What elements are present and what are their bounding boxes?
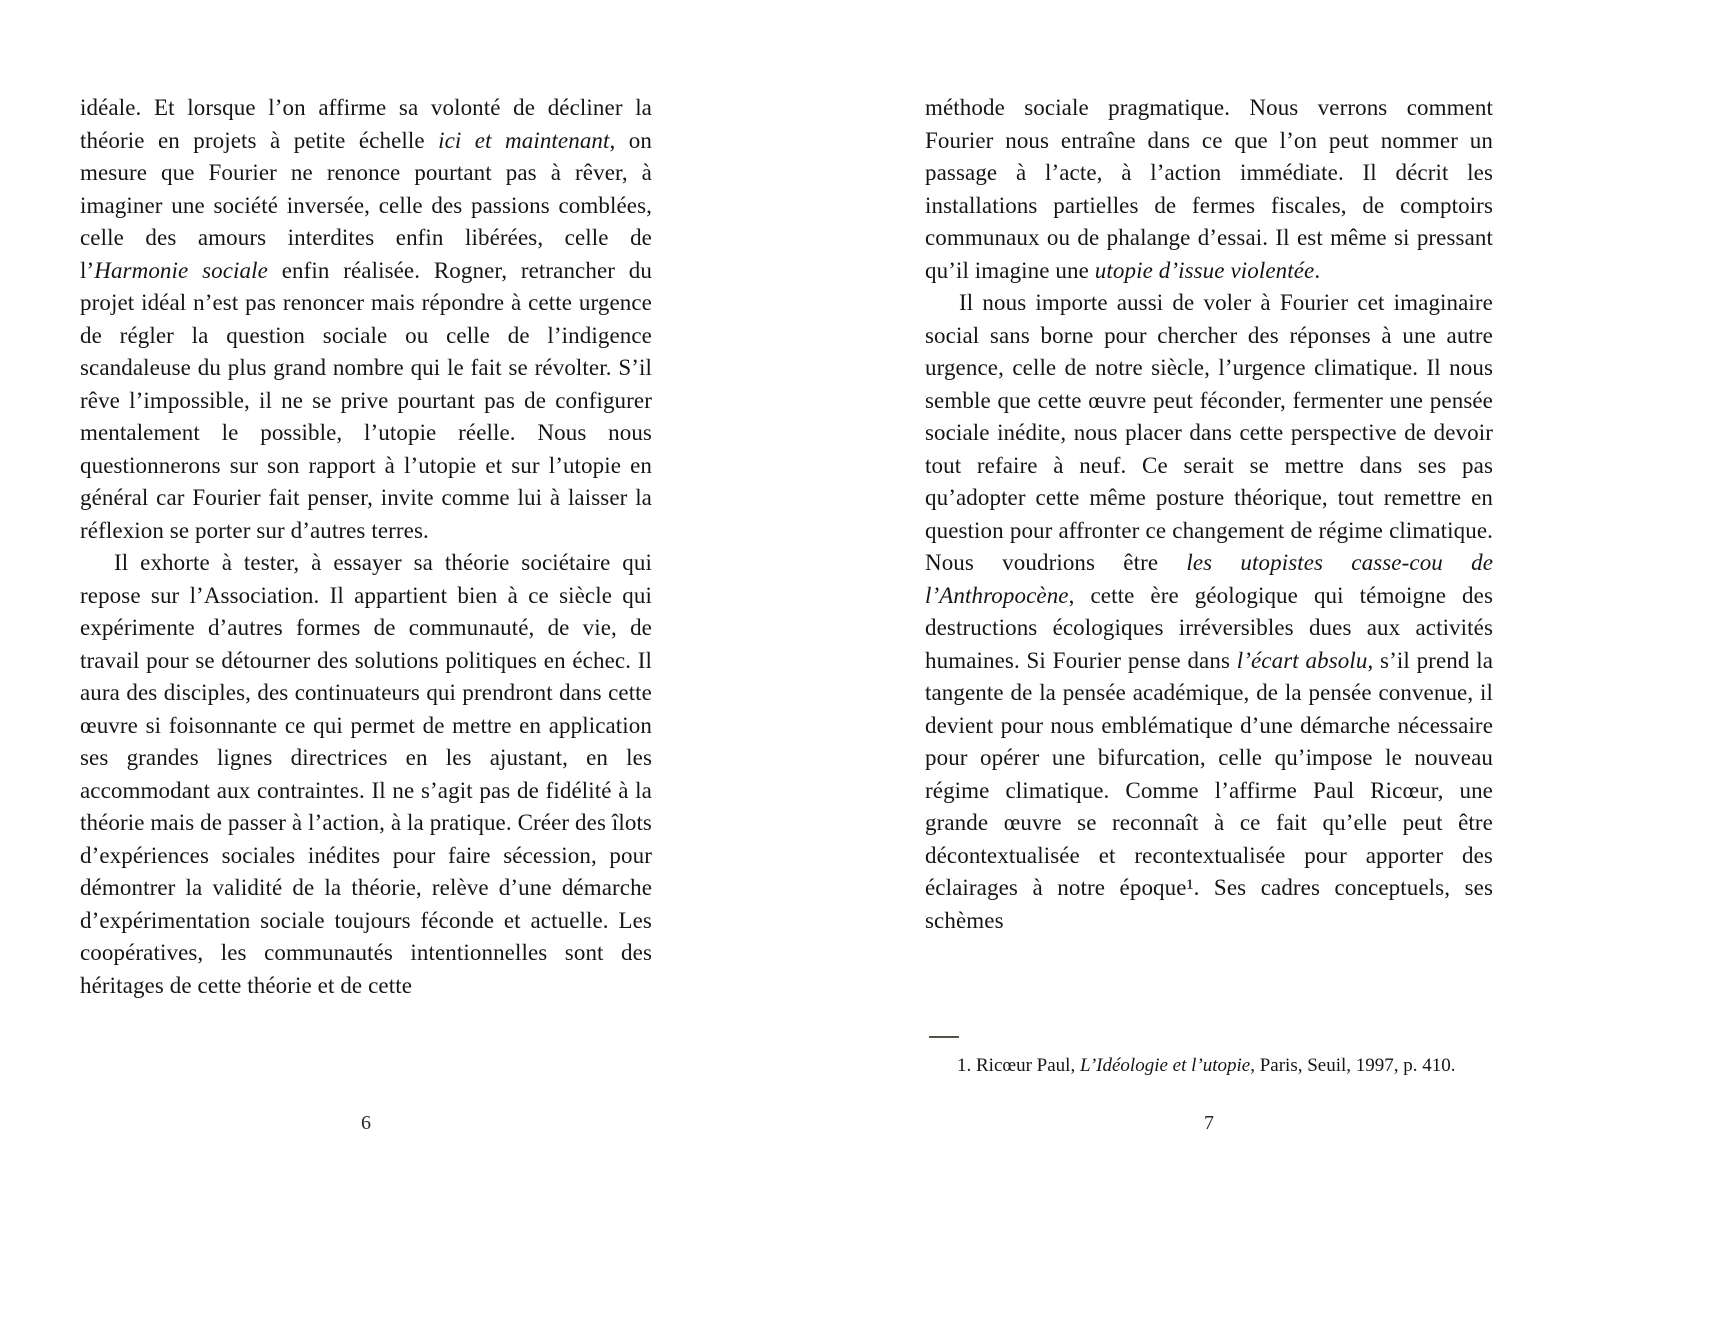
footnote-separator bbox=[929, 1036, 959, 1038]
italic-span: l’écart absolu bbox=[1236, 647, 1368, 673]
page-number-right: 7 bbox=[1204, 1112, 1214, 1134]
text-span: Il nous importe aussi de voler à Fourier cet imaginaire social sans borne pour chercher des réponses à une autre urgence, celle de notre siècle, l’urgence climatique. Il nous semble que cette œuvre peut féconder, fermenter une pensée sociale inédite, nous placer dans cette perspective de devoir tout refaire à neuf. Ce serait se mettre dans ses pas qu’adopter cette même posture théorique, tout remettre en question pour affronter ce changement de régime climatique. Nous voudrions être bbox=[925, 290, 1493, 575]
text-span: , s’il prend la tangente de la pensée académique, de la pensée convenue, il devient pour nous emblématique d’une démarche nécessaire pour opérer une bifurcation, celle qu’impose le nouveau régime climatique. Comme l’affirme Paul Ricœur, une grande œuvre se reconnaît à ce fait qu’elle peut être décontextualisée et recontextualisée pour apporter des éclairages à notre époque¹. Ses cadres conceptuels, ses schèmes bbox=[925, 647, 1493, 933]
italic-span: L’Idéologie et l’utopie bbox=[1079, 1055, 1251, 1076]
text-span: méthode sociale pragmatique. Nous verrons comment Fourier nous entraîne dans ce que l’on peut nommer un passage à l’acte, à l’action immédiate. Il décrit les installations partielles de fermes fiscales, de comptoirs communaux ou de phalange d’essai. Il est même si pressant qu’il imagine une bbox=[925, 95, 1493, 283]
italic-span: les utopistes casse-cou de l’Anthropocène bbox=[925, 550, 1494, 608]
page-number-left: 6 bbox=[361, 1112, 371, 1134]
italic-span: ici et maintenant bbox=[438, 127, 610, 153]
left-page-text bbox=[80, 92, 652, 1002]
right-page-text bbox=[925, 92, 1493, 937]
footnote-area bbox=[925, 1036, 1493, 1079]
paragraph bbox=[925, 1053, 1493, 1079]
text-span: enfin réalisée. Rogner, retrancher du projet idéal n’est pas renoncer mais répondre à cette urgence de régler la question sociale ou celle de l’indigence scandaleuse du plus grand nombre qui le fait se révolter. S’il rêve l’impossible, il ne se prive pourtant pas de configurer mentalement le possible, l’utopie réelle. Nous nous questionnerons sur son rapport à l’utopie et sur l’utopie en général car Fourier fait penser, invite comme lui à laisser la réflexion se porter sur d’autres terres. bbox=[80, 257, 652, 543]
italic-span: Harmonie sociale bbox=[94, 257, 268, 283]
text-span: idéale. Et lorsque l’on affirme sa volonté de décliner la théorie en projets à petite échelle bbox=[80, 95, 652, 153]
text-span: , Paris, Seuil, 1997, p. 410. bbox=[1250, 1055, 1456, 1076]
text-span: , on mesure que Fourier ne renonce pourtant pas à rêver, à imaginer une société inversée, celle des passions comblées, celle des amours interdites enfin libérées, celle de l’ bbox=[80, 127, 652, 283]
text-span: . bbox=[1314, 257, 1321, 283]
paragraph bbox=[80, 92, 652, 547]
text-span: , cette ère géologique qui témoigne des destructions écologiques irréversibles dues aux activités humaines. Si Fourier pense dans bbox=[925, 582, 1493, 673]
text-span: 1. Ricœur Paul, bbox=[957, 1055, 1080, 1076]
footnote bbox=[925, 1053, 1493, 1079]
text-span: Il exhorte à tester, à essayer sa théorie sociétaire qui repose sur l’Association. Il appartient bien à ce siècle qui expérimente d’autres formes de communauté, de vie, de travail pour se détourner des solutions politiques en échec. Il aura des disciples, des continuateurs qui prendront dans cette œuvre si foisonnante ce qui permet de mettre en application ses grandes lignes directrices en les ajustant, en les accommodant aux contraintes. Il ne s’agit pas de fidélité à la théorie mais de passer à l’action, à la pratique. Créer des îlots d’expériences sociales inédites pour faire sécession, pour démontrer la validité de la théorie, relève d’une démarche d’expérimentation sociale toujours féconde et actuelle. Les coopératives, les communautés intentionnelles sont des héritages de cette théorie et de cette bbox=[80, 550, 652, 998]
paragraph bbox=[925, 92, 1493, 287]
paragraph bbox=[80, 547, 652, 1002]
paragraph bbox=[925, 287, 1493, 937]
italic-span: utopie d’issue violentée bbox=[1094, 257, 1315, 283]
